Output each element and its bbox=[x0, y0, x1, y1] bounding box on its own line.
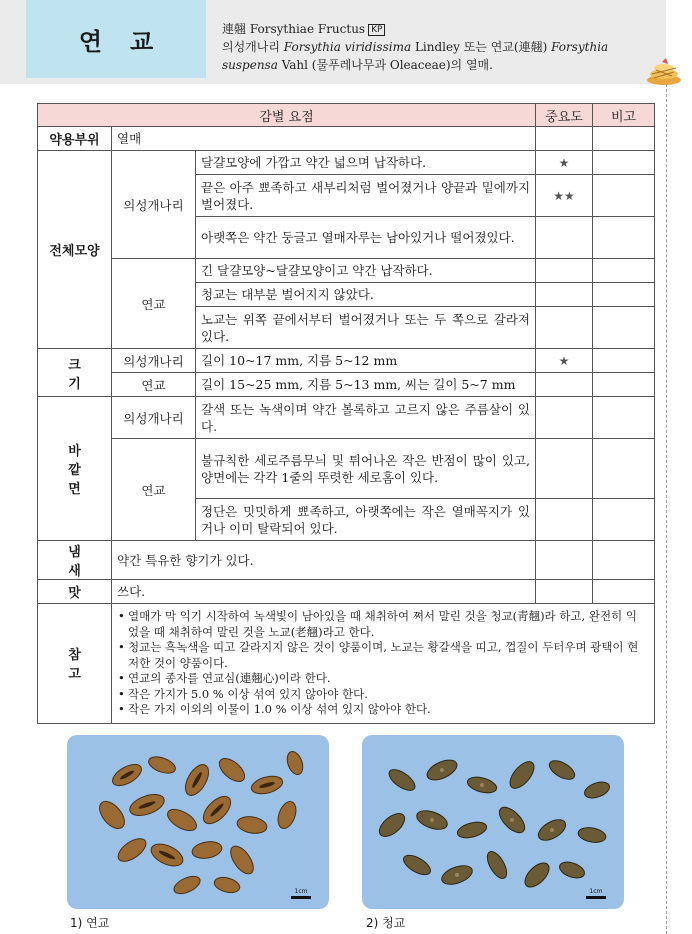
header-line-1: 連翹 Forsythiae Fructus KP bbox=[222, 20, 654, 38]
shape-desc: 청교는 대부분 벌어지지 않았다. bbox=[196, 283, 536, 307]
table-row bbox=[38, 259, 655, 283]
header-remarks: 비고 bbox=[593, 104, 655, 127]
table-row bbox=[38, 151, 655, 175]
notes-list bbox=[112, 604, 655, 724]
scale-bar: 1cm bbox=[291, 888, 311, 899]
table-row bbox=[38, 580, 655, 604]
sub-label-yeongyo: 연교 bbox=[112, 373, 196, 397]
importance-star: ★ bbox=[536, 151, 593, 175]
figure-caption-1: 1) 연교 bbox=[70, 916, 110, 930]
surface-desc: 불규칙한 세로주름무늬 및 튀어나온 작은 반점이 많이 있고, 양면에는 각각 1줄의 뚜렷한 세로홈이 있다. bbox=[196, 439, 536, 499]
header-line-2: 의성개나리 Forsythia viridissima Lindley 또는 연교(連翹) Forsythia bbox=[222, 40, 609, 54]
row-label-shape: 전체모양 bbox=[38, 151, 112, 349]
identification-table bbox=[37, 103, 655, 724]
shape-desc: 끝은 아주 뾰족하고 새부리처럼 벌어졌거나 양끝과 밑에까지 벌어졌다. bbox=[196, 175, 536, 217]
header-line-3: suspensa Vahl (물푸레나무과 Oleaceae)의 열매. bbox=[222, 58, 493, 72]
table-row bbox=[38, 373, 655, 397]
list-item: • 작은 가지 이외의 이물이 1.0 % 이상 섞여 있지 않아야 한다. bbox=[118, 702, 431, 716]
herb-pile-icon bbox=[644, 56, 684, 86]
table-header-row bbox=[38, 104, 655, 127]
fruit-illustration bbox=[362, 735, 624, 909]
header-description bbox=[222, 20, 654, 74]
photo-yeongyo bbox=[67, 735, 329, 909]
smell-desc: 약간 특유한 향기가 있다. bbox=[112, 541, 536, 580]
sub-label-yeongyo: 연교 bbox=[112, 439, 196, 541]
list-item: • 열매가 막 익기 시작하여 녹색빛이 남아있을 때 채취하여 쪄서 말린 것을 청교(靑翹)라 하고, 완전히 익었을 때 채취하여 말린 것을 노교(老翹)라고 한다. bbox=[118, 609, 637, 639]
table-row bbox=[38, 349, 655, 373]
list-item: • 연교의 종자를 연교심(連翹心)이라 한다. bbox=[118, 671, 331, 685]
scale-bar: 1cm bbox=[586, 888, 606, 899]
figure-caption-2: 2) 청교 bbox=[366, 916, 406, 930]
importance-star: ★ bbox=[536, 349, 593, 373]
row-label-smell: 냄 새 bbox=[38, 541, 112, 580]
header-importance: 중요도 bbox=[536, 104, 593, 127]
row-label-surface: 바 깥 면 bbox=[38, 397, 112, 541]
shape-desc: 달걀모양에 가깝고 약간 넓으며 납작하다. bbox=[196, 151, 536, 175]
surface-desc: 갈색 또는 녹색이며 약간 볼록하고 고르지 않은 주름살이 있다. bbox=[196, 397, 536, 439]
size-desc: 길이 15~25 mm, 지름 5~13 mm, 씨는 길이 5~7 mm bbox=[196, 373, 536, 397]
surface-desc: 정단은 밋밋하게 뾰족하고, 아랫쪽에는 작은 열매꼭지가 있거나 이미 탈락되어 있다. bbox=[196, 499, 536, 541]
row-label-taste: 맛 bbox=[38, 580, 112, 604]
size-desc: 길이 10~17 mm, 지름 5~12 mm bbox=[196, 349, 536, 373]
row-label-size: 크 기 bbox=[38, 349, 112, 397]
importance-star: ★★ bbox=[536, 175, 593, 217]
table-row bbox=[38, 541, 655, 580]
kp-badge: KP bbox=[368, 24, 385, 36]
taste-desc: 쓰다. bbox=[112, 580, 536, 604]
page-margin-line bbox=[666, 84, 667, 934]
fruit-illustration bbox=[67, 735, 329, 909]
list-item: • 청교는 흑녹색을 띠고 갈라지지 않은 것이 양품이며, 노교는 황갈색을 띠고, 껍질이 두터우며 광택이 현저한 것이 양품이다. bbox=[118, 640, 639, 670]
photo-cheonggyo bbox=[362, 735, 624, 909]
shape-desc: 긴 달걀모양~달걀모양이고 약간 납작하다. bbox=[196, 259, 536, 283]
sub-label-uiseong: 의성개나리 bbox=[112, 349, 196, 373]
sub-label-yeongyo: 연교 bbox=[112, 259, 196, 349]
row-label-notes: 참 고 bbox=[38, 604, 112, 724]
importance-star bbox=[536, 217, 593, 259]
shape-desc: 노교는 위쪽 끝에서부터 벌어졌거나 또는 두 쪽으로 갈라져 있다. bbox=[196, 307, 536, 349]
shape-desc: 아랫쪽은 약간 둥글고 열매자루는 남아있거나 떨어졌있다. bbox=[196, 217, 536, 259]
row-label-part: 약용부위 bbox=[38, 127, 112, 151]
part-value: 열매 bbox=[112, 127, 536, 151]
header-main: 감별 요점 bbox=[38, 104, 536, 127]
page-title: 연교 bbox=[78, 27, 182, 56]
list-item: • 작은 가지가 5.0 % 이상 섞여 있지 않아야 한다. bbox=[118, 686, 368, 701]
table-row bbox=[38, 397, 655, 439]
table-row bbox=[38, 127, 655, 151]
page-title-box bbox=[26, 0, 206, 78]
sub-label-uiseong: 의성개나리 bbox=[112, 397, 196, 439]
table-row bbox=[38, 604, 655, 724]
table-row bbox=[38, 439, 655, 499]
sub-label-uiseong: 의성개나리 bbox=[112, 151, 196, 259]
